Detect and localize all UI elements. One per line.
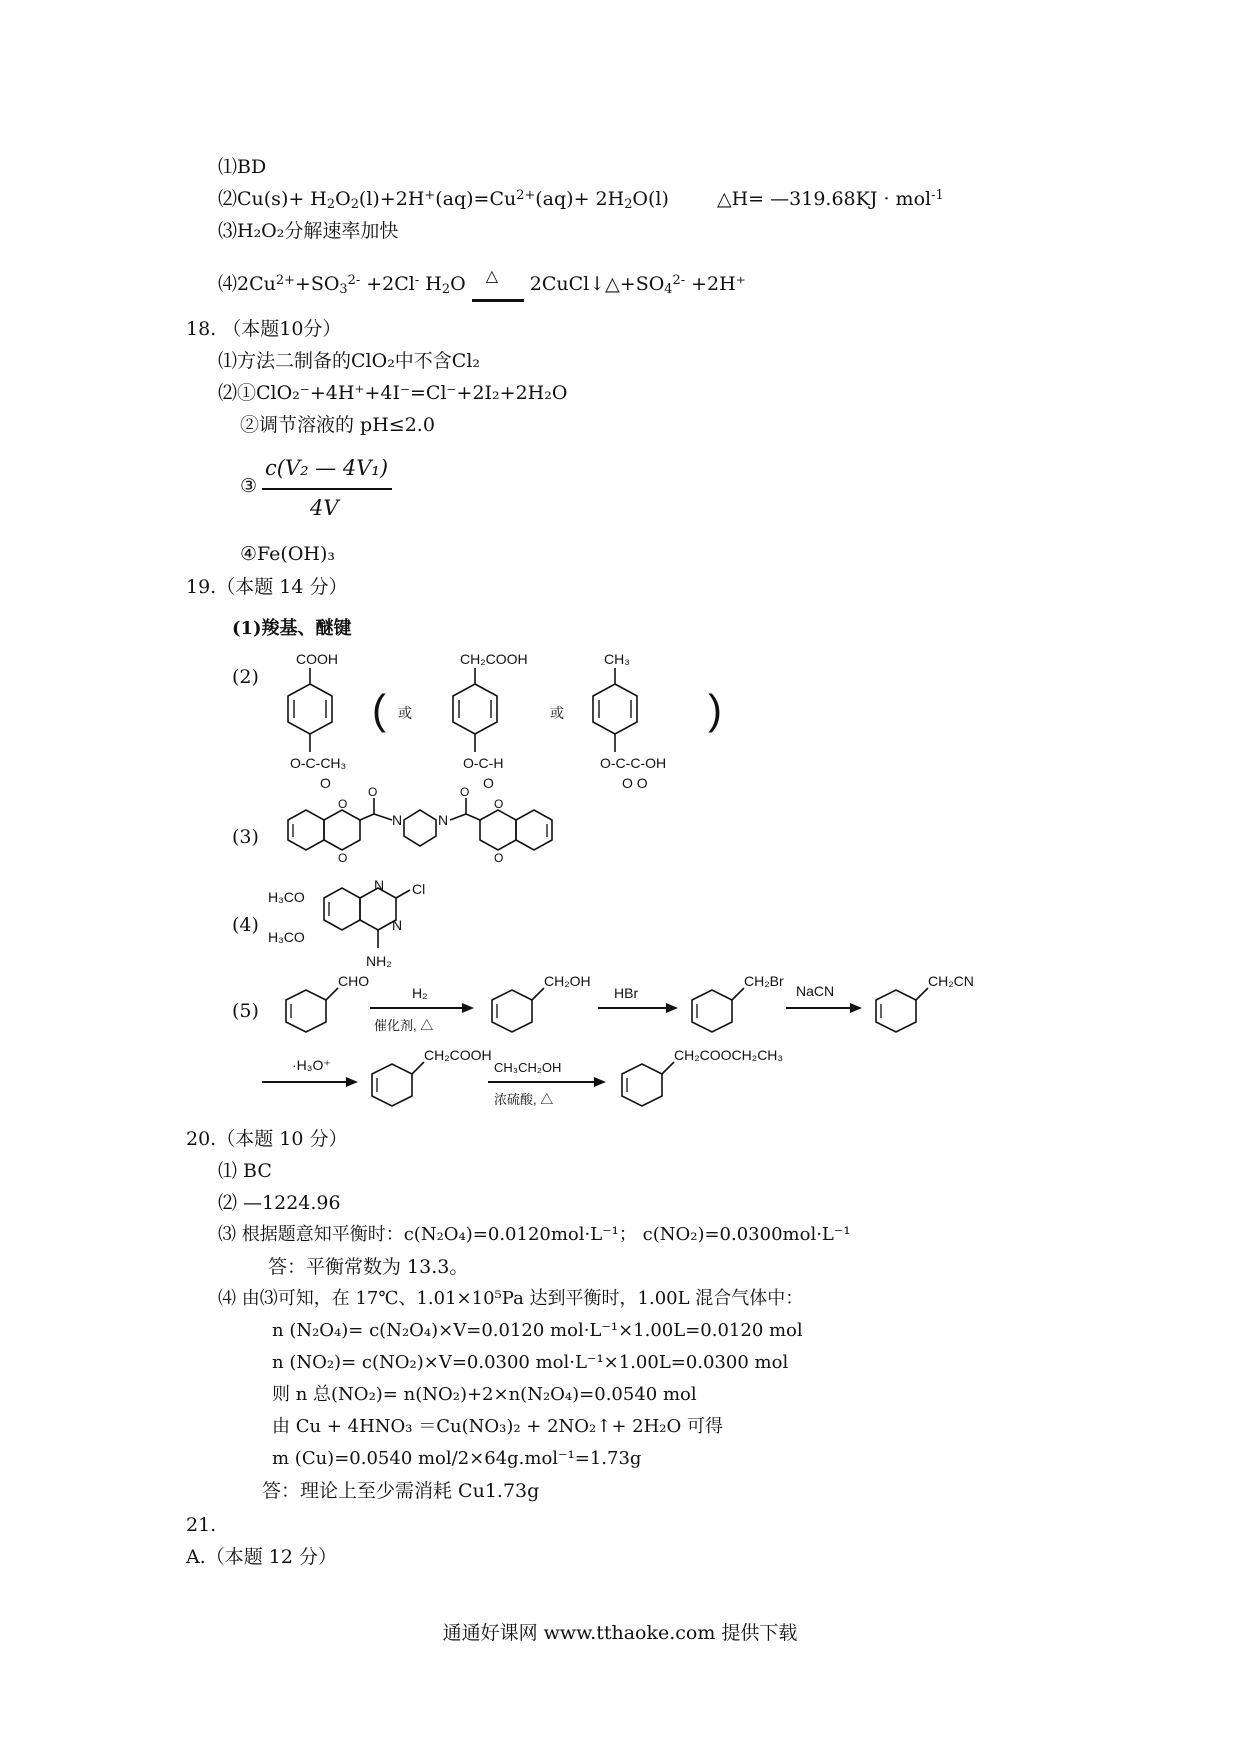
heat-triangle: △ (485, 266, 499, 285)
struct-a-bottom: O-C-CH₃ (290, 755, 347, 771)
benzyl-bromide: CH₂Br (744, 973, 784, 989)
q20-answer-4-line-5: m (Cu)=0.0540 mol/2×64g.mol⁻¹=1.73g (272, 1448, 642, 1469)
q19-heading: 19.（本题 14 分） (186, 576, 348, 598)
piperazine-n-1: N (392, 812, 403, 828)
q19-label-3: (3) (232, 826, 259, 848)
struct-b-bottom: O-C-H (463, 755, 504, 771)
fraction-numerator: c(V₂ — 4V₁) (265, 456, 389, 480)
svg-text:O: O (460, 785, 470, 799)
struct-c-bottom: O-C-C-OH (600, 755, 667, 771)
q17-answer-3: ⑶H₂O₂分解速率加快 (218, 220, 399, 242)
q18-heading: 18. （本题10分） (186, 318, 342, 340)
paren-close: ) (708, 686, 722, 733)
fraction-denominator: 4V (310, 496, 339, 520)
svg-text:NaCN: NaCN (796, 983, 835, 999)
q17-delta-h: △H= —319.68KJ · mol (717, 188, 932, 210)
q19-label-4: (4) (232, 914, 259, 936)
q21-heading: 21. (186, 1514, 217, 1536)
q19-label-5: (5) (232, 1000, 259, 1022)
or-1: 或 (398, 705, 412, 721)
svg-text:O: O (338, 851, 348, 865)
svg-text:CH₃CH₂OH: CH₃CH₂OH (494, 1060, 562, 1075)
q20-answer-3-conclusion: 答：平衡常数为 13.3。 (268, 1256, 469, 1278)
q19-structures-2 (260, 640, 740, 800)
ethyl-phenylacetate: CH₂COOCH₂CH₃ (674, 1047, 784, 1063)
methoxy-1: H₃CO (268, 889, 305, 905)
svg-text:O: O (494, 797, 504, 811)
amino: NH₂ (366, 953, 392, 969)
svg-text:O: O (338, 797, 348, 811)
q17-answer-4: $⑷2Cu^{2+}+SO_3^{2-} +2Cl^-$ $H_2O$ △ $2CuCl↓\triangle+SO_4^{2-} +2H^+$ (218, 275, 746, 297)
paren-open: ( (372, 686, 386, 733)
q20-answer-4-line-3: 则 n 总(NO₂)= n(NO₂)+2×n(N₂O₄)=0.0540 mol (272, 1384, 697, 1405)
q20-answer-2: ⑵ —1224.96 (218, 1192, 341, 1214)
q17-answer-2: ⑵Cu(s)+ $H_2O_2(l)+2H^+(aq)=Cu^{2+}(aq)+ 2H_2O(l)$ △H= —319.68KJ · mol$^{-1}$ (218, 188, 944, 213)
q19-synthesis-route (262, 968, 1002, 1118)
struct-c-top: CH₃ (604, 651, 630, 667)
q17-answer-1: ⑴BD (218, 156, 267, 178)
chloro: Cl (412, 881, 426, 897)
svg-text:H₂: H₂ (412, 985, 428, 1001)
piperazine-n-2: N (438, 812, 449, 828)
svg-text:催化剂, △: 催化剂, △ (374, 1018, 434, 1033)
svg-text:浓硫酸, △: 浓硫酸, △ (494, 1092, 554, 1107)
q20-answer-3: ⑶ 根据题意知平衡时：c(N₂O₄)=0.0120mol·L⁻¹； c(NO₂)=0.0300mol·L⁻¹ (218, 1224, 851, 1245)
benzaldehyde: CHO (338, 973, 370, 989)
fraction-bar (262, 488, 392, 490)
struct-a-top: COOH (296, 651, 338, 667)
q18-answer-2-1: ⑵①ClO₂⁻+4H⁺+4I⁻=Cl⁻+2I₂+2H₂O (218, 382, 568, 404)
svg-text:·H₃O⁺: ·H₃O⁺ (292, 1057, 331, 1073)
q18-answer-2-2: ②调节溶液的 pH≤2.0 (240, 414, 435, 436)
q19-answer-1: (1)羧基、醚键 (232, 618, 352, 639)
struct-b-carbonyl-o: O (483, 775, 494, 791)
svg-text:O: O (494, 851, 504, 865)
q18-answer-2-3-label: ③ (240, 475, 258, 497)
svg-text:HBr: HBr (614, 985, 639, 1001)
q20-answer-4-line-1: n (N₂O₄)= c(N₂O₄)×V=0.0120 mol·L⁻¹×1.00L=0.0120 mol (272, 1320, 803, 1341)
methoxy-2: H₃CO (268, 929, 305, 945)
q20-answer-4-conclusion: 答：理论上至少需消耗 Cu1.73g (262, 1480, 540, 1502)
q19-structure-3 (262, 785, 562, 870)
benzyl-cyanide: CH₂CN (928, 973, 974, 989)
quinazoline-n-2: N (392, 917, 403, 933)
or-2: 或 (550, 705, 564, 721)
q18-answer-2-4: ④Fe(OH)₃ (240, 543, 336, 565)
page-footer: 通通好课网 www.tthaoke.com 提供下载 (442, 1622, 798, 1644)
q20-answer-1: ⑴ BC (218, 1160, 272, 1182)
q20-answer-4-line-2: n (NO₂)= c(NO₂)×V=0.0300 mol·L⁻¹×1.00L=0.0300 mol (272, 1352, 789, 1373)
phenylacetic-acid: CH₂COOH (424, 1047, 492, 1063)
q20-answer-4: ⑷ 由⑶可知，在 17℃、1.01×10⁵Pa 达到平衡时，1.00L 混合气体中： (218, 1288, 804, 1309)
struct-b-top: CH₂COOH (460, 651, 528, 667)
q20-heading: 20.（本题 10 分） (186, 1128, 348, 1150)
struct-a-carbonyl-o: O (320, 775, 331, 791)
q18-answer-1: ⑴方法二制备的ClO₂中不含Cl₂ (218, 350, 481, 372)
quinazoline-n-1: N (374, 877, 385, 893)
svg-text:O: O (368, 785, 378, 799)
q20-answer-4-line-4: 由 Cu + 4HNO₃ ＝Cu(NO₃)₂ + 2NO₂↑+ 2H₂O 可得 (272, 1416, 723, 1437)
q21-part-a-heading: A.（本题 12 分） (186, 1546, 338, 1568)
benzyl-alcohol: CH₂OH (544, 973, 591, 989)
q19-label-2: (2) (232, 666, 259, 688)
struct-c-carbonyl-o: O O (622, 775, 648, 791)
